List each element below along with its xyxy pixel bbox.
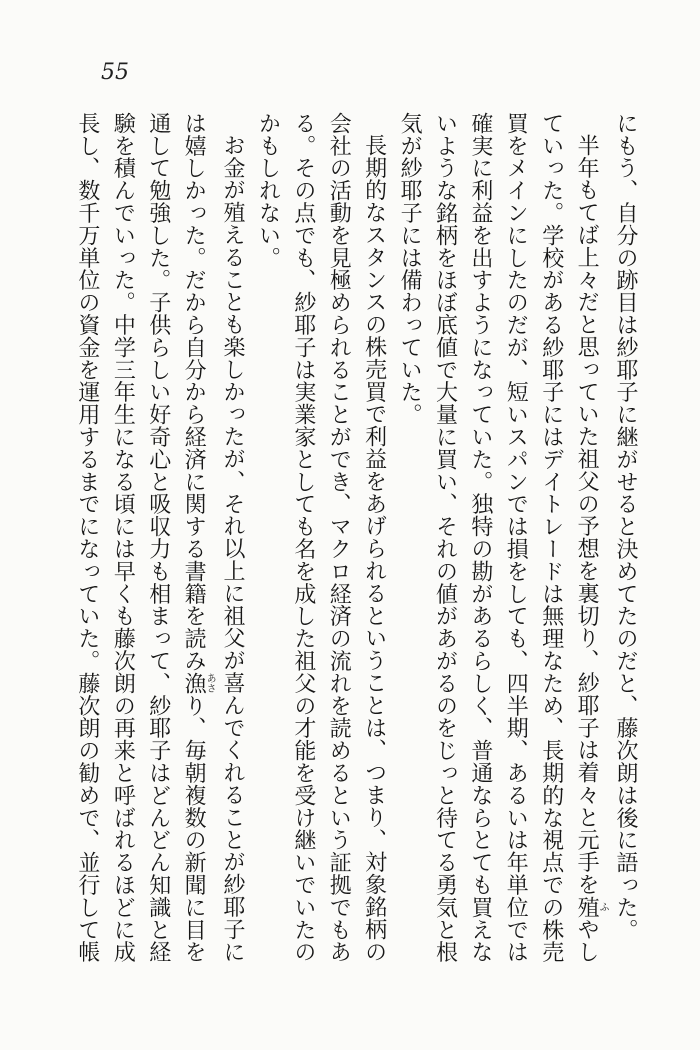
text-line: ていった。学校がある紗耶子にはデイトレードは無理なため、長期的な視点での株売 — [538, 112, 564, 964]
ruby-annotated-char: 殖ふ — [574, 896, 609, 919]
text-line: 買をメインにしたのだが、短いスパンでは損をしても、四半期、あるいは年単位では — [503, 112, 529, 964]
text-line: は嬉しかった。だから自分から経済に関する書籍を読み漁あさり、毎朝複数の新聞に目を — [181, 112, 216, 964]
text-line: 通して勉強した。子供らしい好奇心と吸収力も相まって、紗耶子はどんどん知識と経 — [145, 112, 171, 964]
text-line: お金が殖えることも楽しかったが、それ以上に祖父が喜んでくれることが紗耶子に — [220, 134, 246, 964]
text-line: る。その点でも、紗耶子は実業家としても名を成した祖父の才能を受け継いでいたの — [290, 112, 316, 964]
text-line: 確実に利益を出すようになっていた。独特の勘があるらしく、普通ならとても買えな — [467, 112, 493, 964]
text-line: にもう、自分の跡目は紗耶子に継がせると決めてたのだと、藤次朗は後に語った。 — [613, 112, 638, 941]
text-line: かもしれない。 — [255, 112, 281, 269]
page-number: 55 — [101, 60, 129, 85]
text-line: 会社の活動を見極められることができ、マクロ経済の流れを読めるという証拠でもあ — [326, 112, 352, 964]
text-line: いような銘柄をほぼ底値で大量に買い、それの値があがるのをじっと待てる勇気と根 — [432, 112, 458, 964]
text-line: 験を積んでいった。中学三年生になる頃には早くも藤次朗の再来と呼ばれるほどに成 — [110, 112, 136, 964]
text-line: 長期的なスタンスの株売買で利益をあげられるということは、つまり、対象銘柄の — [361, 134, 387, 964]
text-block — [70, 112, 644, 968]
text-line: 長し、数千万単位の資金を運用するまでになっていた。藤次朗の勧めで、並行して帳 — [74, 112, 100, 964]
text-line: 気が紗耶子には備わっていた。 — [397, 112, 423, 426]
text-line: 半年もてば上々だと思っていた祖父の予想を裏切り、紗耶子は着々と元手を殖ふやし — [574, 134, 609, 964]
ruby-annotated-char: 漁あさ — [181, 672, 216, 695]
